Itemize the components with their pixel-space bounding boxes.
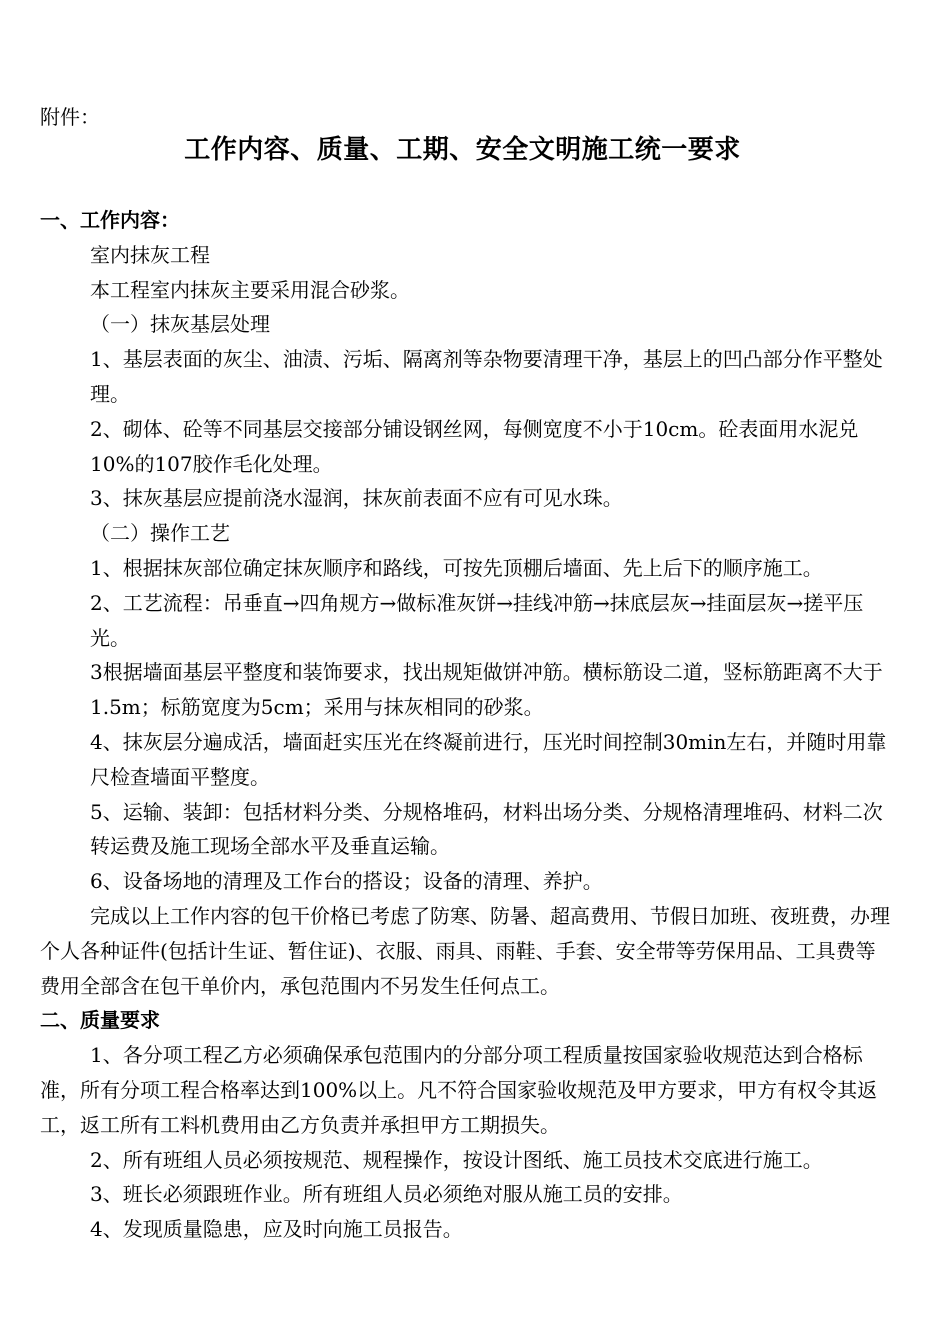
list-item: 3、班长必须跟班作业。所有班组人员必须绝对服从施工员的安排。 (90, 1182, 683, 1207)
list-item: 1、各分项工程乙方必须确保承包范围内的分部分项工程质量按国家验收规范达到合格标准，所有分项工程合格率达到100%以上。凡不符合国家验收规范及甲方要求，甲方有权令其返工，返工所有工料机费用由乙方负责并承担甲方工期损失。 (40, 1043, 878, 1137)
list-item: 5、运输、装卸：包括材料分类、分规格堆码，材料出场分类、分规格清理堆码、材料二次转运费及施工现场全部水平及垂直运输。 (90, 799, 883, 859)
list-item: 2、所有班组人员必须按规范、规程操作，按设计图纸、施工员技术交底进行施工。 (90, 1147, 823, 1172)
list-item: 2、工艺流程：吊垂直→四角规方→做标准灰饼→挂线冲筋→抹底层灰→挂面层灰→搓平压光。 (90, 590, 864, 650)
list-item: 3、抹灰基层应提前浇水湿润，抹灰前表面不应有可见水珠。 (90, 486, 623, 511)
document-body (40, 203, 895, 1247)
subheading-process: （二）操作工艺 (90, 521, 230, 546)
subheading-base-treatment: （一）抹灰基层处理 (90, 312, 270, 337)
document-title: 工作内容、质量、工期、安全文明施工统一要求 (184, 135, 741, 165)
list-item: 2、砌体、砼等不同基层交接部分铺设钢丝网，每侧宽度不小于10cm。砼表面用水泥兑10%的107胶作毛化处理。 (90, 416, 859, 476)
list-item: 4、发现质量隐患，应及时向施工员报告。 (90, 1217, 463, 1242)
attachment-label: 附件： (40, 105, 100, 129)
paragraph-plaster-project: 室内抹灰工程 (90, 242, 210, 267)
section-heading-quality: 二、质量要求 (40, 1008, 160, 1033)
list-item: 3根据墙面基层平整度和装饰要求，找出规矩做饼冲筋。横标筋设二道，竖标筋距离不大于1.5m；标筋宽度为5cm；采用与抹灰相同的砂浆。 (90, 660, 883, 720)
list-item: 4、抹灰层分遍成活，墙面赶实压光在终凝前进行，压光时间控制30min左右，并随时用靠尺检查墙面平整度。 (90, 729, 887, 789)
list-item: 1、根据抹灰部位确定抹灰顺序和路线，可按先顶棚后墙面、先上后下的顺序施工。 (90, 555, 823, 580)
section-heading-work-content: 一、工作内容： (40, 208, 180, 232)
list-item: 1、基层表面的灰尘、油渍、污垢、隔离剂等杂物要清理干净，基层上的凹凸部分作平整处理。 (90, 347, 883, 406)
paragraph-summary: 完成以上工作内容的包干价格已考虑了防寒、防暑、超高费用、节假日加班、夜班费，办理个人各种证件(包括计生证、暂住证)、衣服、雨具、雨鞋、手套、安全带等劳保用品、工具费等费用全部含在包干单价内，承包范围内不另发生任何点工。 (40, 903, 890, 998)
list-item: 6、设备场地的清理及工作台的搭设；设备的清理、养护。 (90, 869, 603, 894)
paragraph-mortar: 本工程室内抹灰主要采用混合砂浆。 (90, 277, 410, 302)
